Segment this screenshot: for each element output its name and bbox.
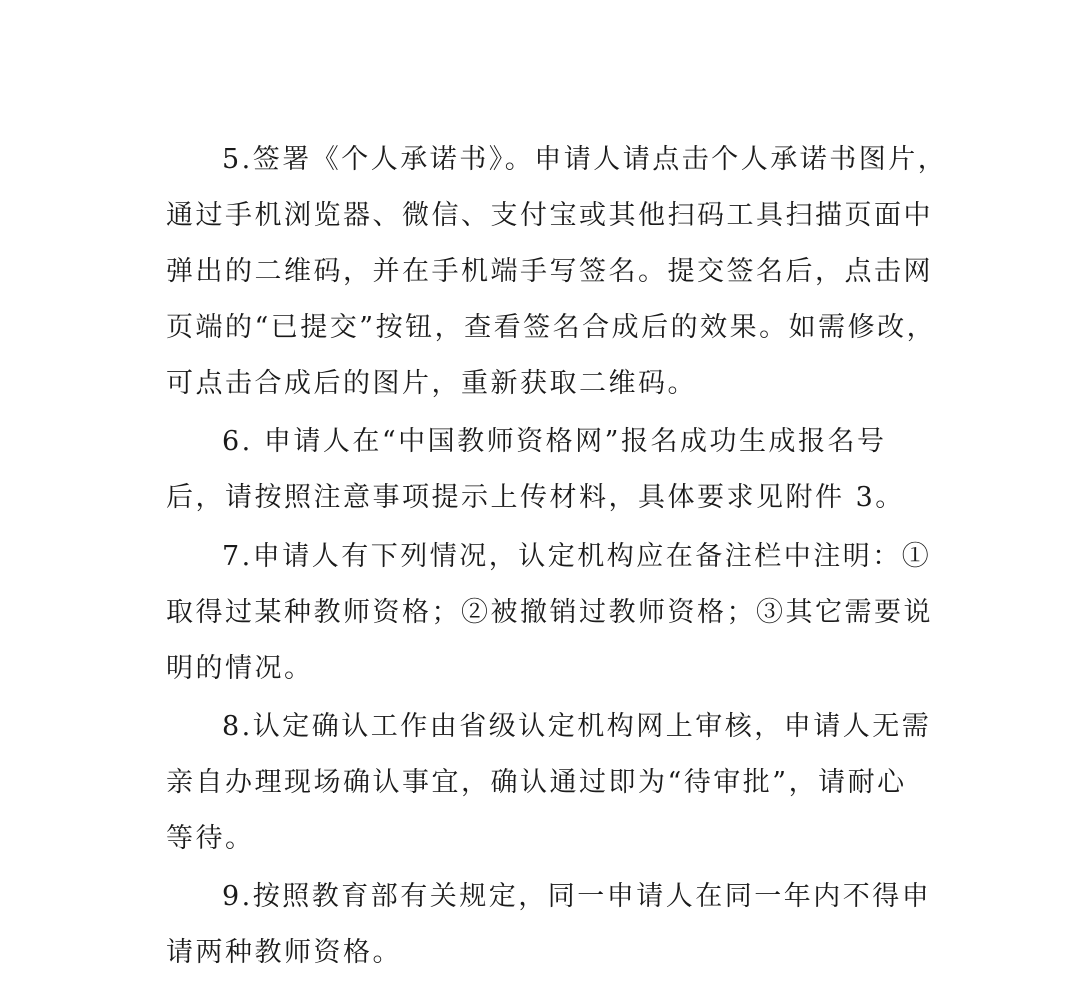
- item-5-line-5: 可点击合成后的图片，重新获取二维码。: [166, 368, 697, 399]
- item-5-line-2: 通过手机浏览器、微信、支付宝或其他扫码工具扫描页面中: [166, 200, 933, 231]
- item-5-line-4: 页端的“已提交”按钮，查看签名合成后的效果。如需修改，: [166, 312, 937, 343]
- item-7-line-3: 明的情况。: [166, 653, 314, 684]
- item-8-line-1: 8.认定确认工作由省级认定机构网上审核，申请人无需: [222, 711, 932, 742]
- item-8-line-3: 等待。: [166, 823, 255, 854]
- item-5-line-1: 5.签署《个人承诺书》。申请人请点击个人承诺书图片，: [222, 144, 948, 175]
- item-8-line-2: 亲自办理现场确认事宜，确认通过即为“待审批”，请耐心: [166, 767, 907, 798]
- item-7-line-1: 7.申请人有下列情况，认定机构应在备注栏中注明：①: [222, 541, 932, 572]
- item-6-line-1: 6. 申请人在“中国教师资格网”报名成功生成报名号: [222, 426, 887, 457]
- item-6-line-2: 后，请按照注意事项提示上传材料，具体要求见附件 3。: [166, 482, 905, 513]
- item-5-line-3: 弹出的二维码，并在手机端手写签名。提交签名后，点击网: [166, 256, 933, 287]
- item-9-line-1: 9.按照教育部有关规定，同一申请人在同一年内不得申: [222, 881, 932, 912]
- item-9-line-2: 请两种教师资格。: [166, 937, 402, 968]
- item-7-line-2: 取得过某种教师资格；②被撤销过教师资格；③其它需要说: [166, 597, 933, 628]
